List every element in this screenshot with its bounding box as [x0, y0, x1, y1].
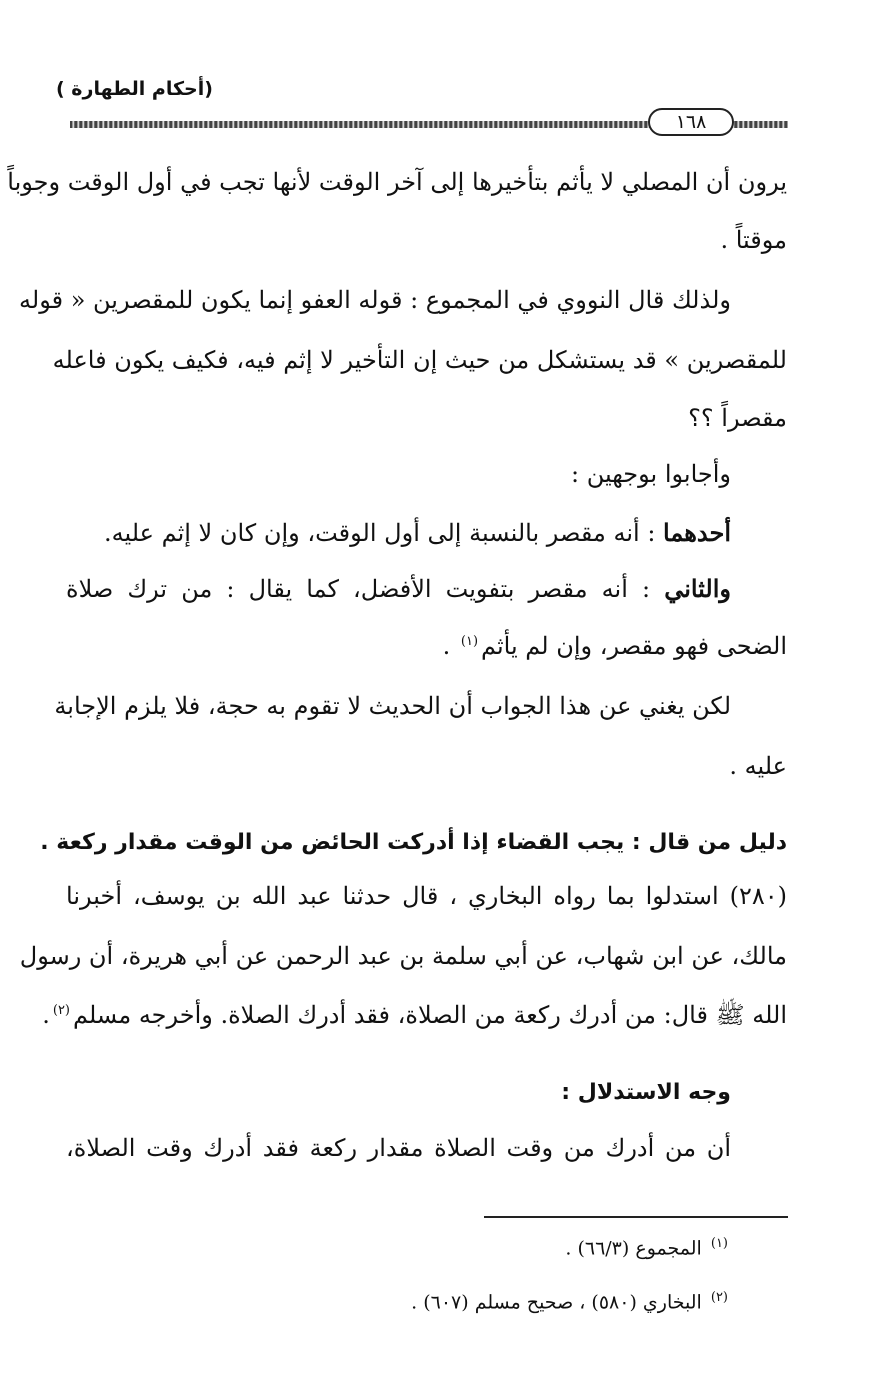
- text-line-1: يرون أن المصلي لا يأثم بتأخيرها إلى آخر الوقت لأنها تجب في أول الوقت وجوباً: [7, 168, 787, 196]
- text-line-2: موقتاً .: [720, 226, 787, 254]
- page-number: ١٦٨: [648, 108, 734, 136]
- text-line-6: وأجابوا بوجهين :: [571, 460, 731, 488]
- header-rule: [70, 106, 788, 134]
- text-line-12: (٢٨٠) استدلوا بما رواه البخاري ، قال حدثنا عبد الله بن يوسف، أخبرنا: [66, 882, 787, 910]
- text-line-9-end: .: [442, 632, 458, 660]
- footnote-ref-1[interactable]: (١): [460, 634, 479, 649]
- text-line-5: مقصراً ؟؟: [688, 404, 787, 432]
- footnote-1-text: المجموع (٦٦/٣) .: [565, 1237, 702, 1260]
- text-line-13: مالك، عن ابن شهاب، عن أبي سلمة بن عبد الرحمن عن أبي هريرة، أن رسول: [19, 942, 787, 970]
- text-line-11: عليه .: [729, 752, 787, 780]
- text-line-8: [66, 574, 731, 603]
- subheading-inference: وجه الاستدلال :: [561, 1080, 731, 1105]
- text-line-14: [42, 1000, 787, 1035]
- answer-two-text: : أنه مقصر بتفويت الأفضل، كما يقال : من ترك صلاة: [66, 575, 665, 603]
- running-header-title: (أحكام الطهارة ): [56, 78, 213, 100]
- answer-two-label: والثاني: [664, 574, 731, 603]
- footnote-ref-2[interactable]: (٢): [52, 1003, 70, 1018]
- text-line-7: [104, 518, 731, 547]
- footnote-2-text: البخاري (٥٨٠) ، صحيح مسلم (٦٠٧) .: [411, 1291, 702, 1314]
- footnote-1-marker: (١): [710, 1236, 728, 1251]
- text-line-10: لكن يغني عن هذا الجواب أن الحديث لا تقوم به حجة، فلا يلزم الإجابة: [54, 692, 731, 720]
- text-line-3: ولذلك قال النووي في المجموع : قوله العفو إنما يكون للمقصرين « قوله: [19, 286, 731, 314]
- text-line-4: للمقصرين » قد يستشكل من حيث إن التأخير لا إثم فيه، فكيف يكون فاعله: [52, 346, 787, 374]
- footnote-divider: [484, 1216, 788, 1218]
- footnote-2-marker: (٢): [710, 1290, 728, 1305]
- section-heading: دليل من قال : يجب القضاء إذا أدركت الحائض من الوقت مقدار ركعة .: [40, 830, 787, 855]
- text-line-15: أن من أدرك من وقت الصلاة مقدار ركعة فقد أدرك وقت الصلاة،: [66, 1134, 731, 1162]
- text-line-9-body: الضحى فهو مقصر، وإن لم يأثم: [481, 632, 787, 660]
- answer-one-label: أحدهما: [663, 518, 731, 547]
- answer-one-text: : أنه مقصر بالنسبة إلى أول الوقت، وإن كان لا إثم عليه.: [103, 519, 664, 547]
- text-line-14-body: الله ﷺ قال: من أدرك ركعة من الصلاة، فقد أدرك الصلاة. وأخرجه مسلم: [73, 1001, 787, 1029]
- footnote-2: [411, 1290, 731, 1313]
- text-line-9: [443, 632, 787, 660]
- footnote-1: [565, 1236, 731, 1259]
- text-line-14-end: .: [42, 1001, 50, 1029]
